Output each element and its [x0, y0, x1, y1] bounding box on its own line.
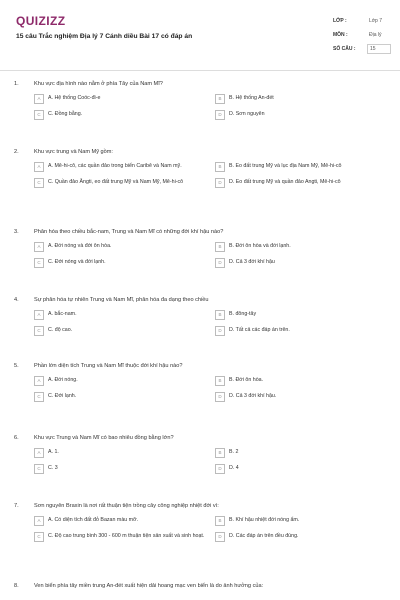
answer-option[interactable] [215, 376, 386, 388]
question-number: 3. [14, 229, 19, 235]
option-text: C. Quần đảo Ăngti, eo đất trung Mỹ và Nam Mỹ, Mê-hi-cô [48, 179, 184, 185]
option-text: B. Eo đất trung Mỹ và lục địa Nam Mỹ, Mê-hi-cô [229, 163, 342, 169]
answer-option[interactable] [215, 392, 386, 404]
answer-option[interactable] [215, 242, 386, 254]
option-letter-box[interactable]: C [34, 178, 44, 188]
worksheet-header [0, 0, 400, 72]
option-text: B. 2 [229, 449, 239, 455]
question-2 [14, 148, 386, 190]
answer-option[interactable] [215, 310, 386, 322]
meta-label: SỐ CÂU : [333, 46, 356, 52]
option-text: D. Cả 3 đới khí hậu. [229, 393, 277, 399]
answer-option[interactable] [34, 162, 205, 174]
option-letter-box[interactable]: C [34, 532, 44, 542]
option-text: D. 4 [229, 465, 239, 471]
option-letter-box[interactable]: B [215, 516, 225, 526]
question-text: Ven biển phía tây miền trung An-đét xuất hiện dải hoang mạc ven biển là do ảnh hưởng của: [34, 583, 264, 589]
answer-options [34, 162, 386, 190]
question-header [14, 228, 386, 236]
answer-option[interactable] [215, 110, 386, 122]
answer-option[interactable] [215, 326, 386, 338]
option-letter-box[interactable]: B [215, 448, 225, 458]
option-text: B. Hệ thống An-đét [229, 95, 274, 101]
answer-option[interactable] [215, 448, 386, 460]
answer-option[interactable] [34, 94, 205, 106]
option-text: C. Đới nóng và đới lạnh. [48, 259, 106, 265]
answer-option[interactable] [34, 532, 205, 544]
answer-option[interactable] [215, 178, 386, 190]
option-text: A. Có diện tích đất đỏ Bazan màu mỡ. [48, 517, 139, 523]
option-text: A. bắc-nam. [48, 311, 77, 317]
question-number: 8. [14, 583, 19, 589]
question-3 [14, 228, 386, 270]
option-text: C. Đồng bằng. [48, 111, 83, 117]
answer-option[interactable] [34, 178, 205, 190]
option-text: A. 1. [48, 449, 59, 455]
option-text: B. đông-tây [229, 311, 257, 317]
answer-options [34, 516, 386, 544]
question-text: Sự phân hóa tự nhiên Trung và Nam Mĩ, phân hóa đa dạng theo chiều [34, 297, 209, 303]
question-header [14, 582, 386, 590]
option-letter-box[interactable]: C [34, 258, 44, 268]
option-text: A. Hệ thống Coóc-đi-e [48, 95, 101, 101]
answer-option[interactable] [34, 376, 205, 388]
option-text: C. Đới lạnh. [48, 393, 77, 399]
option-letter-box[interactable]: C [34, 392, 44, 402]
answer-options [34, 376, 386, 404]
question-text: Phần lớn diện tích Trung và Nam Mĩ thuộc đới khí hậu nào? [34, 363, 183, 369]
meta-value: 15 [367, 44, 391, 54]
option-letter-box[interactable]: B [215, 94, 225, 104]
meta-row-subject [333, 28, 391, 42]
option-letter-box[interactable]: D [215, 464, 225, 474]
question-8 [14, 582, 386, 590]
answer-option[interactable] [215, 258, 386, 270]
question-text: Khu vực trung và Nam Mỹ gồm: [34, 149, 113, 155]
meta-row-class [333, 14, 391, 28]
option-letter-box[interactable]: B [215, 376, 225, 386]
option-letter-box[interactable]: B [215, 242, 225, 252]
option-letter-box[interactable]: D [215, 178, 225, 188]
answer-options [34, 310, 386, 338]
quizizz-logo[interactable]: QUIZIZZ [16, 14, 66, 28]
answer-options [34, 448, 386, 476]
answer-option[interactable] [34, 448, 205, 460]
option-text: B. Khí hậu nhiệt đới nóng ẩm. [229, 517, 300, 523]
option-text: C. 3 [48, 465, 58, 471]
question-6 [14, 434, 386, 476]
question-number: 7. [14, 503, 19, 509]
option-letter-box[interactable]: A [34, 310, 44, 320]
question-header [14, 362, 386, 370]
option-text: D. Các đáp án trên đều đúng. [229, 533, 299, 539]
option-letter-box[interactable]: A [34, 376, 44, 386]
option-text: D. Cả 3 đới khí hậu [229, 259, 275, 265]
answer-option[interactable] [34, 516, 205, 528]
option-text: A. Đới nóng và đới ôn hòa. [48, 243, 112, 249]
option-letter-box[interactable]: B [215, 162, 225, 172]
option-letter-box[interactable]: B [215, 310, 225, 320]
option-letter-box[interactable]: A [34, 242, 44, 252]
meta-panel [333, 14, 391, 56]
question-number: 4. [14, 297, 19, 303]
option-letter-box[interactable]: D [215, 326, 225, 336]
option-letter-box[interactable]: A [34, 162, 44, 172]
answer-options [34, 94, 386, 122]
option-letter-box[interactable]: C [34, 464, 44, 474]
question-5 [14, 362, 386, 404]
answer-option[interactable] [215, 94, 386, 106]
header-divider [0, 70, 400, 71]
option-text: A. Đới nóng. [48, 377, 78, 383]
question-7 [14, 502, 386, 544]
question-number: 5. [14, 363, 19, 369]
option-letter-box[interactable]: D [215, 258, 225, 268]
question-1 [14, 80, 386, 122]
option-text: D. Eo đất trung Mỹ và quần đảo Angti, Mê-hi-cô [229, 179, 341, 185]
question-number: 6. [14, 435, 19, 441]
question-text: Sơn nguyên Braxin là nơi rất thuận tiện trồng cây công nghiệp nhiệt đới vì: [34, 503, 219, 509]
answer-option[interactable] [34, 392, 205, 404]
option-letter-box[interactable]: D [215, 110, 225, 120]
option-letter-box[interactable]: A [34, 448, 44, 458]
question-text: Phân hóa theo chiều bắc-nam, Trung và Nam Mĩ có những đới khí hậu nào? [34, 229, 224, 235]
option-text: D. Tất cả các đáp án trên. [229, 327, 290, 333]
answer-option[interactable] [215, 532, 386, 544]
page-title: 15 câu Trắc nghiệm Địa lý 7 Cánh diều Bài 17 có đáp án [16, 33, 193, 40]
answer-option[interactable] [34, 258, 205, 270]
option-letter-box[interactable]: C [34, 326, 44, 336]
option-text: C. độ cao. [48, 327, 73, 333]
answer-option[interactable] [34, 110, 205, 122]
question-header [14, 434, 386, 442]
question-number: 1. [14, 81, 19, 87]
answer-option[interactable] [215, 464, 386, 476]
question-header [14, 296, 386, 304]
option-letter-box[interactable]: A [34, 94, 44, 104]
answer-option[interactable] [215, 162, 386, 174]
option-letter-box[interactable]: D [215, 532, 225, 542]
meta-value: Địa lý [369, 32, 382, 38]
option-letter-box[interactable]: A [34, 516, 44, 526]
question-header [14, 502, 386, 510]
meta-value: Lớp 7 [369, 18, 383, 24]
question-text: Khu vực địa hình nào nằm ở phía Tây của Nam Mĩ? [34, 81, 163, 87]
option-text: C. Độ cao trung bình 300 - 600 m thuận tiện sản xuất và sinh hoạt. [48, 533, 205, 539]
answer-option[interactable] [34, 242, 205, 254]
answer-option[interactable] [34, 464, 205, 476]
question-text: Khu vực Trung và Nam Mĩ có bao nhiêu đồng bằng lớn? [34, 435, 174, 441]
question-header [14, 80, 386, 88]
answer-options [34, 242, 386, 270]
answer-option[interactable] [215, 516, 386, 528]
meta-label: MÔN : [333, 32, 348, 38]
option-text: A. Mê-hi-cô, các quần đảo trong biển Caribê và Nam mỹ. [48, 163, 182, 169]
question-header [14, 148, 386, 156]
question-4 [14, 296, 386, 338]
option-text: B. Đới ôn hòa. [229, 377, 264, 383]
answer-option[interactable] [34, 326, 205, 338]
option-text: D. Sơn nguyên [229, 111, 265, 117]
option-text: B. Đới ôn hòa và đới lạnh. [229, 243, 291, 249]
option-letter-box[interactable]: C [34, 110, 44, 120]
option-letter-box[interactable]: D [215, 392, 225, 402]
meta-label: LỚP : [333, 18, 347, 24]
question-number: 2. [14, 149, 19, 155]
answer-option[interactable] [34, 310, 205, 322]
meta-row-count [333, 42, 391, 56]
